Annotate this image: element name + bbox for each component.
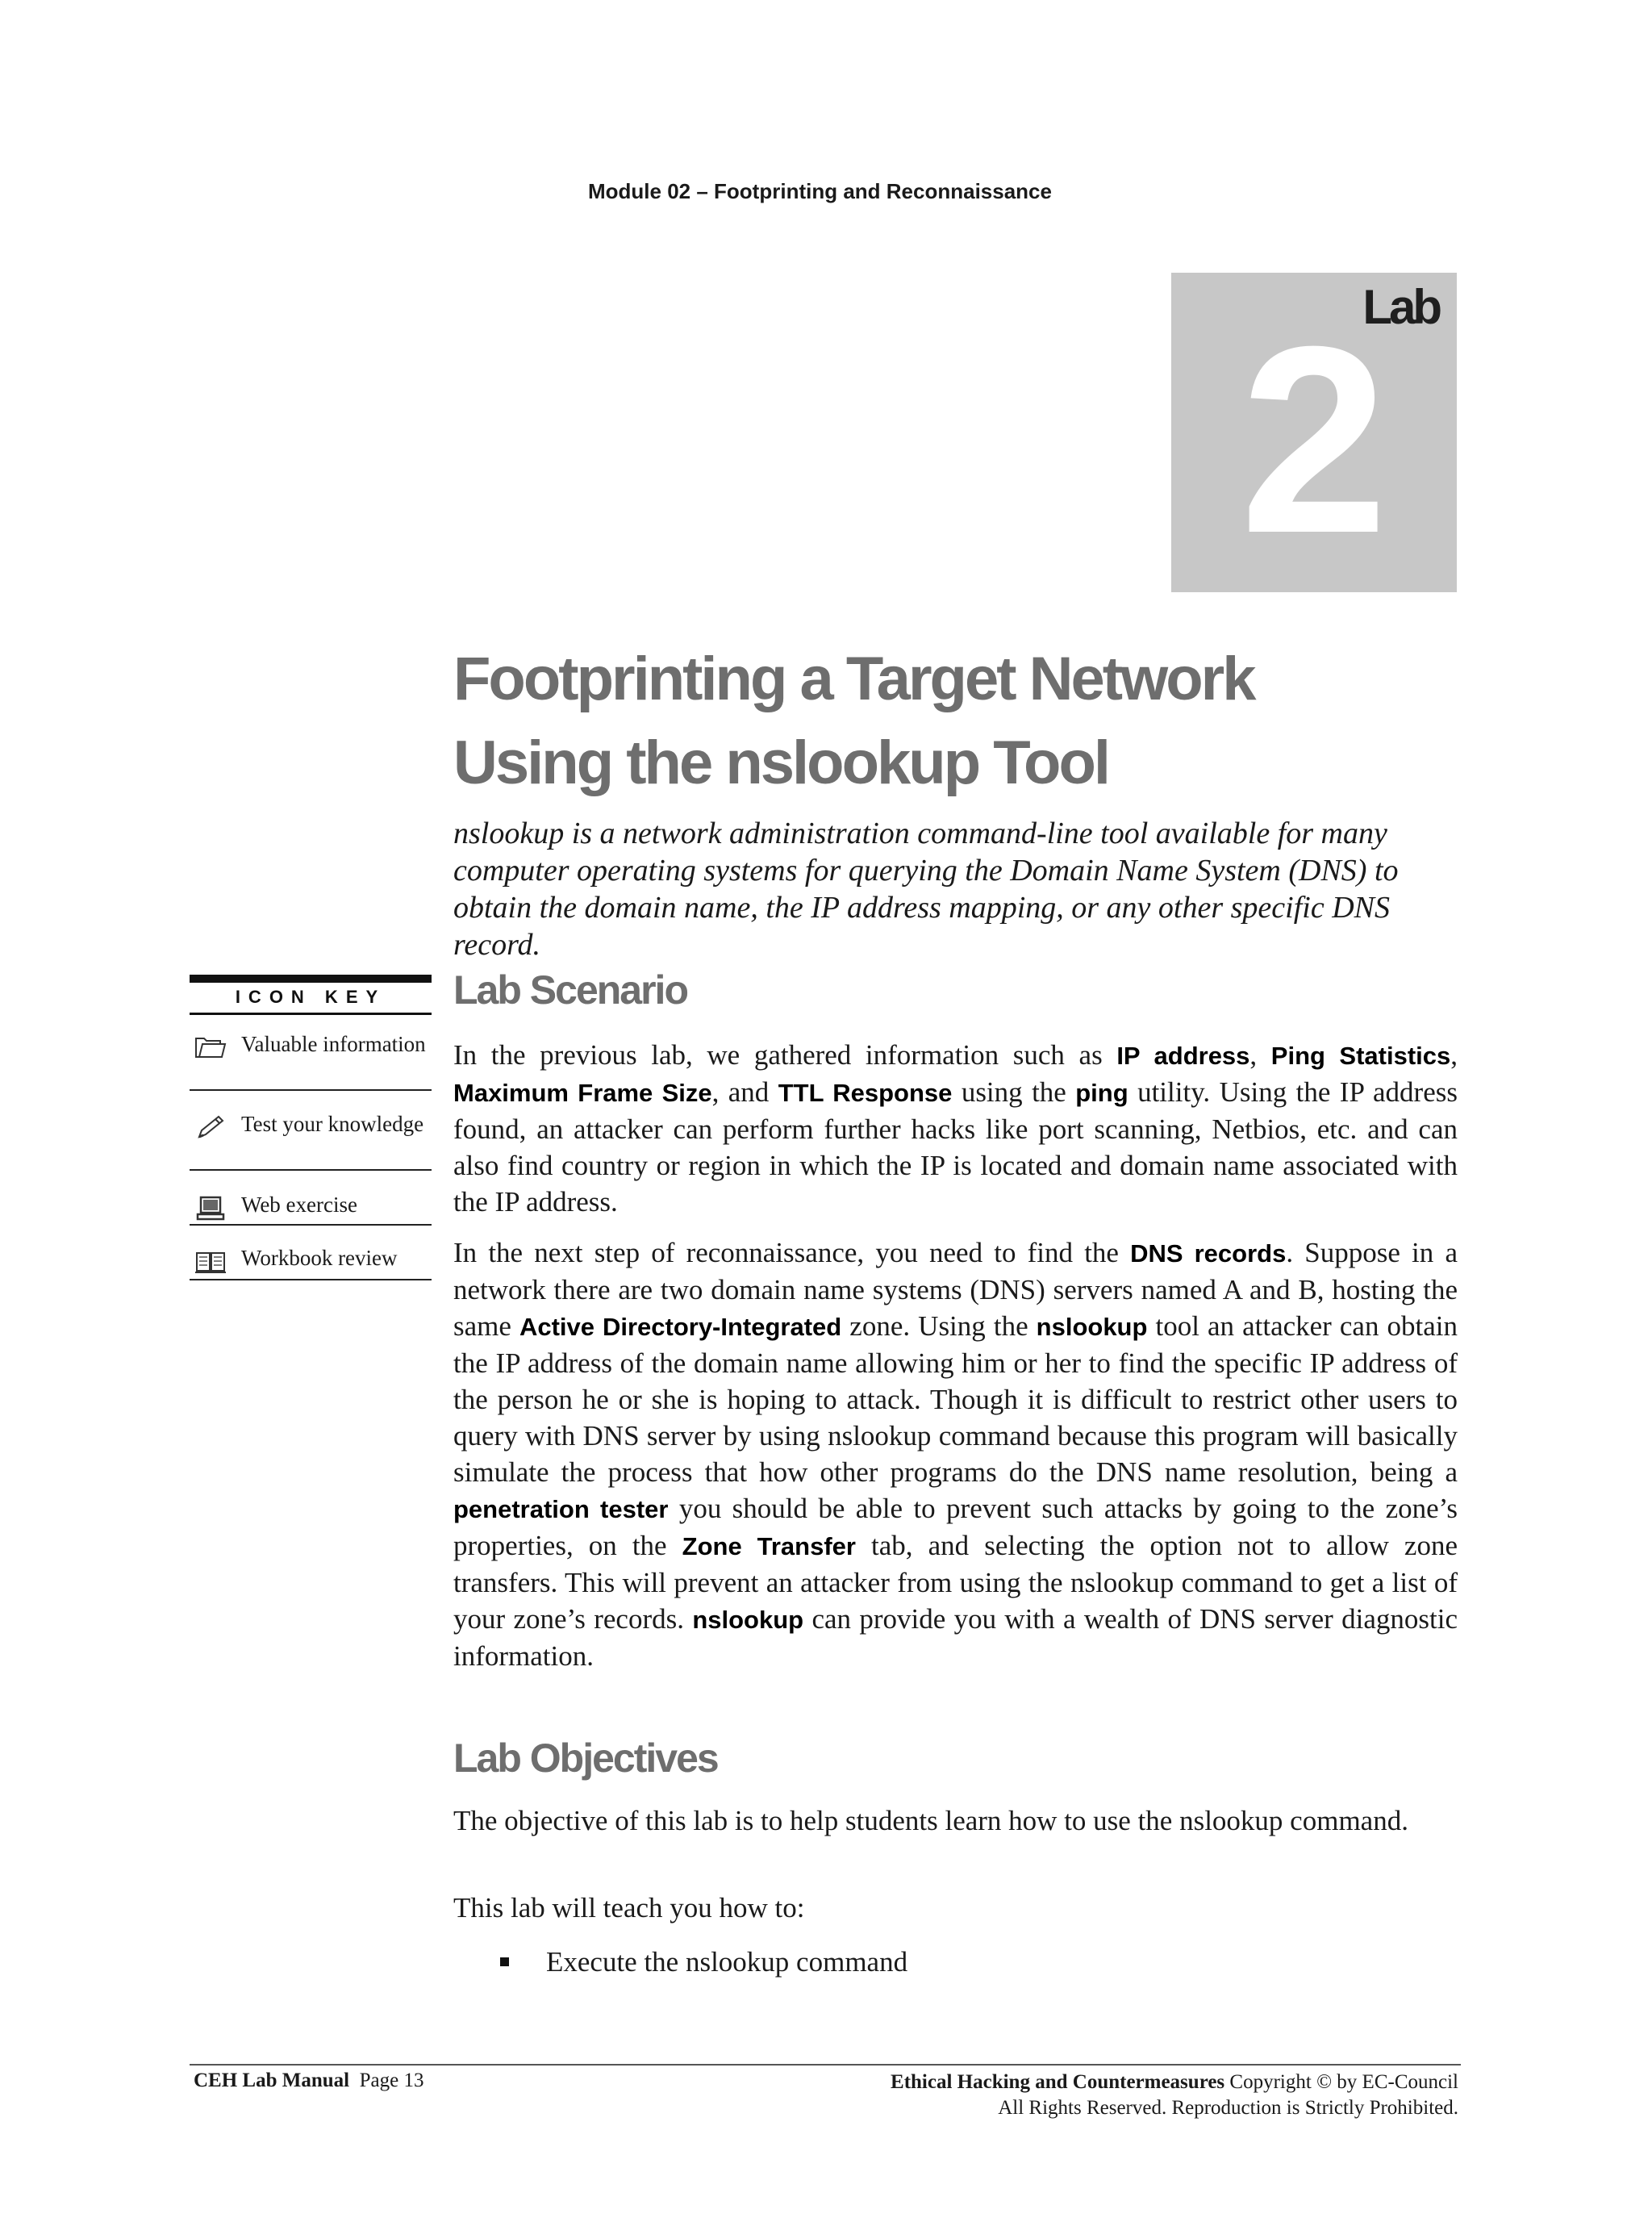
icon-key-item-valuable-information (190, 1031, 432, 1091)
keyword: Active Directory-Integrated (519, 1313, 842, 1341)
icon-key-item-label: Test your knowledge (241, 1112, 424, 1136)
text-run: tab, and selecting the option not to allow zone transfers. This will prevent an attacker from using the nslookup command to get a list of your zone’s records. (453, 1530, 1458, 1635)
text-run: In the previous lab, we gathered information such as (453, 1039, 1117, 1071)
lab-title (453, 637, 1502, 805)
lab-scenario-heading: Lab Scenario (453, 967, 687, 1013)
pencil-icon (194, 1114, 227, 1142)
footer-page-info (194, 2070, 423, 2092)
text-run: tool an attacker can obtain the IP address of the domain name allowing him or her to find the specific IP address of the person he or she is hoping to attack. Though it is difficult to restrict other users to query with DNS server by using nslookup command because this program will basically simulate the process that how other programs do the DNS name resolution, being a (453, 1310, 1458, 1488)
icon-key-item-workbook-review (190, 1245, 432, 1280)
keyword: penetration tester (453, 1495, 669, 1523)
lab-scenario-paragraph-2 (453, 1234, 1458, 1674)
lab-title-line-2: Using the nslookup Tool (453, 729, 1108, 797)
lab-objectives-intro: This lab will teach you how to: (453, 1892, 805, 1924)
icon-key-item-label: Web exercise (241, 1193, 357, 1217)
intro-text: nslookup is a network administration command-line tool available for many computer operating systems for querying the Domain Name System (DNS) to obtain the domain name, the IP address mapping, or any other specific DNS record. (453, 817, 1399, 962)
list-item (500, 1944, 907, 1980)
footer-course-title: Ethical Hacking and Countermeasures (891, 2071, 1225, 2093)
keyword: nslookup (692, 1606, 804, 1634)
keyword: IP address (1116, 1042, 1250, 1070)
text-run: , (1249, 1039, 1271, 1071)
lab-title-line-1: Footprinting a Target Network (453, 645, 1254, 713)
icon-key-top-bar (190, 975, 432, 983)
footer-copyright (891, 2070, 1458, 2121)
lab-scenario-paragraph-1 (453, 1037, 1458, 1220)
icon-key-item-test-your-knowledge (190, 1111, 432, 1171)
keyword: ping (1075, 1079, 1128, 1107)
keyword: Zone Transfer (682, 1532, 856, 1560)
folder-icon (194, 1034, 227, 1062)
footer-rights-text: All Rights Reserved. Reproduction is Strictly Prohibited. (998, 2097, 1458, 2119)
list-item-text: Execute the nslookup command (546, 1946, 908, 1978)
icon-key-item-label: Valuable information (241, 1032, 426, 1056)
text-run: In the next step of reconnaissance, you need to find the (453, 1237, 1131, 1268)
text-run: using the (952, 1076, 1076, 1108)
text-run: zone. Using the (841, 1310, 1037, 1342)
footer-copyright-text: Copyright © by EC-Council (1224, 2071, 1458, 2093)
text-run: , (1450, 1039, 1458, 1071)
footer-manual: CEH Lab Manual (194, 2070, 350, 2091)
keyword: Maximum Frame Size (453, 1079, 712, 1107)
bullet-icon (500, 1957, 509, 1966)
laptop-icon (194, 1195, 227, 1222)
text-run: utility. Using the IP address found, an attacker can perform further hacks like port scanning, Netbios, etc. and can also find country or region in which the IP is located and domain name associated with the IP address. (453, 1076, 1458, 1218)
icon-key-item-web-exercise (190, 1192, 432, 1226)
text-run: . Suppose in a network there are two domain name systems (DNS) servers named A and B, hosting the same (453, 1237, 1458, 1342)
lab-number: 2 (1240, 290, 1388, 588)
lab-objectives-heading: Lab Objectives (453, 1736, 718, 1781)
footer-page-number: Page 13 (359, 2070, 424, 2091)
text-run: you should be able to prevent such attacks by going to the zone’s properties, on the (453, 1493, 1458, 1561)
icon-key-label: ICON KEY (235, 987, 386, 1007)
lab-objectives-paragraph: The objective of this lab is to help students learn how to use the nslookup command. (453, 1805, 1408, 1836)
icon-key-item-label: Workbook review (241, 1246, 398, 1270)
lab-number-badge (1171, 273, 1457, 592)
keyword: nslookup (1036, 1313, 1148, 1341)
icon-key-divider (190, 1013, 432, 1015)
book-icon (194, 1248, 227, 1276)
text-run: , and (711, 1076, 778, 1108)
keyword: TTL Response (778, 1079, 953, 1107)
text-run: can provide you with a wealth of DNS server diagnostic information. (453, 1603, 1458, 1672)
module-header: Module 02 – Footprinting and Reconnaissance (588, 179, 1052, 203)
lab-word: Lab (1362, 280, 1439, 334)
keyword: DNS records (1130, 1239, 1287, 1268)
keyword: Ping Statistics (1270, 1042, 1451, 1070)
footer-divider (190, 2064, 1461, 2066)
